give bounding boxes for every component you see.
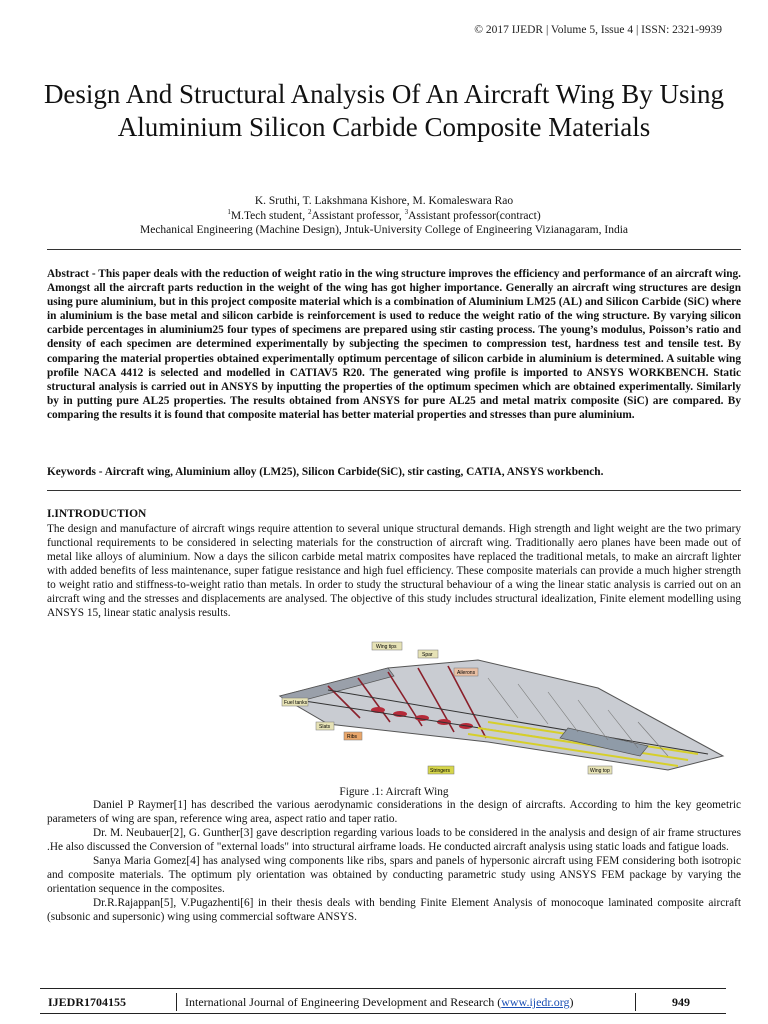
label-wing-top: Wing top [590, 768, 610, 774]
reference-paragraph: Dr. M. Neubauer[2], G. Gunther[3] gave description regarding various loads to be considered in the analysis and design of air frame structures .He also discussed the Conversion of "external loads" into structural airframe loads. He conducted aircraft analysis using static loads and fatigue loads. [47, 827, 741, 853]
affiliation-2: Assistant professor, [311, 209, 405, 222]
paper-code: IJEDR1704155 [48, 994, 127, 1009]
wing-illustration [268, 638, 748, 780]
author-block [30, 194, 738, 238]
label-ribs: Ribs [347, 734, 358, 740]
affiliation-marker-1: 1 [227, 207, 231, 216]
label-wing-tips: Wing tips [376, 644, 397, 650]
label-spar: Spar [422, 652, 433, 658]
wing-skin-shape [280, 660, 723, 770]
keywords: Keywords - Aircraft wing, Aluminium alloy (LM25), Silicon Carbide(SiC), stir casting, CATIA, ANSYS workbench. [47, 466, 604, 478]
label-slats: Slats [319, 724, 331, 730]
affiliation-1: M.Tech student, [230, 209, 308, 222]
reference-paragraph: Daniel P Raymer[1] has described the various aerodynamic considerations in the design of aircrafts. According to him the key geometric parameters of wing are span, reference wing area, aspect ratio and taper ratio. [47, 799, 741, 825]
divider [47, 490, 741, 491]
abstract: Abstract - This paper deals with the reduction of weight ratio in the wing structure improves the efficiency and performance of an aircraft wing. Amongst all the aircraft parts reduction in the weight of the wing has got higher importance. Generally an aircraft wing structures are design using pure aluminium, but in this project composite material which is a combination of Aluminium LM25 (AL) and Silicon Carbide (SiC) where in aluminium is the base metal and silicon carbide is reinforcement is used to reduce the weight ratio of the wing structure. By varying silicon carbide percentages in aluminium25 four types of specimens are prepared using stir casting process. The young’s modulus, Poisson’s ratio and density of each specimen are determined experimentally by subjecting the specimen to compression test, hardness test and tensile test. By comparing the material properties obtained experimentally optimum percentage of silicon carbide in aluminium is determined. A suitable wing profile NACA 4412 is selected and modelled in CATIAV5 R20. The generated wing profile is imported to ANSYS WORKBENCH. Static structural analysis is carried out in ANSYS by inputting the properties of the optimum specimen which are obtained experimentally. Similarly by in putting pure AL25 properties. The results obtained from ANSYS for pure AL25 and metal matrix composite (SiC) are compared. By comparing the results it is found that composite material has better material properties and stresses than pure aluminium. [47, 268, 741, 421]
author-names: K. Sruthi, T. Lakshmana Kishore, M. Komaleswara Rao [254, 195, 514, 207]
introduction-body: The design and manufacture of aircraft wings require attention to several unique structural demands. High strength and light weight are the two primary functional requirements to be considered in selecting materials for the construction of aircraft wing. Traditionally aero planes have been made out of metal like alloys of aluminium. Now a days the silicon carbide metal matrix composites have replaced the traditional metals, to make an aircraft lighter with added benefits of less maintenance, super fatigue resistance and high fuel efficiency. These composite materials can provide a much higher strength to weight ratio and stiffness-to-weight ratio than metals. In order to study the structural behaviour of a wing the linear static analysis is carried out on an aircraft wing and the stresses and displacements are analysed. The objective of this study includes structural idealization, Finite element modelling using ANSYS 15, linear static analysis results. [47, 523, 741, 619]
journal-name-text: International Journal of Engineering Development and Research ( [185, 995, 502, 1009]
label-fuel-tanks: Fuel tanks [284, 700, 308, 706]
journal-website-link[interactable]: www.ijedr.org [501, 995, 570, 1009]
reference-paragraph: Dr.R.Rajappan[5], V.Pugazhenti[6] in their thesis deals with bending Finite Element Analysis of monocoque laminated composite aircraft (subsonic and supersonic) wing using commercial software ANSYS. [47, 897, 741, 923]
footer-divider [40, 1013, 726, 1014]
footer-divider [40, 988, 726, 989]
affiliation-marker-3: 3 [404, 207, 409, 216]
label-ailerons: Ailerons [457, 670, 476, 676]
page-number: 949 [672, 994, 690, 1009]
figure-caption: Figure .1: Aircraft Wing [339, 786, 449, 798]
affiliation-marker-2: 2 [307, 207, 312, 216]
aircraft-wing-figure [268, 638, 748, 780]
author-affiliations [30, 209, 738, 224]
label-stringers: Stringers [430, 768, 451, 774]
reference-paragraph: Sanya Maria Gomez[4] has analysed wing components like ribs, spars and panels of hypersonic aircraft using FEM considering both isotropic and composite materials. The optimum ply orientation was obtained by conducting parametric study using ANSYS FEM package by varying the orientation sequence in the composites. [47, 855, 741, 895]
journal-name [176, 993, 636, 1011]
journal-header: © 2017 IJEDR | Volume 5, Issue 4 | ISSN: 2321-9939 [474, 24, 722, 36]
section-heading-introduction: I.INTRODUCTION [47, 508, 147, 520]
divider [47, 249, 741, 250]
paper-title: Design And Structural Analysis Of An Aircraft Wing By Using Aluminium Silicon Carbide Composite Materials [43, 79, 725, 142]
affiliation-3: Assistant professor(contract) [408, 209, 541, 222]
page-footer [40, 992, 726, 1012]
author-department: Mechanical Engineering (Machine Design), Jntuk-University College of Engineering Vizianagaram, India [139, 224, 628, 236]
journal-name-suffix: ) [569, 995, 574, 1009]
literature-review [47, 798, 741, 924]
